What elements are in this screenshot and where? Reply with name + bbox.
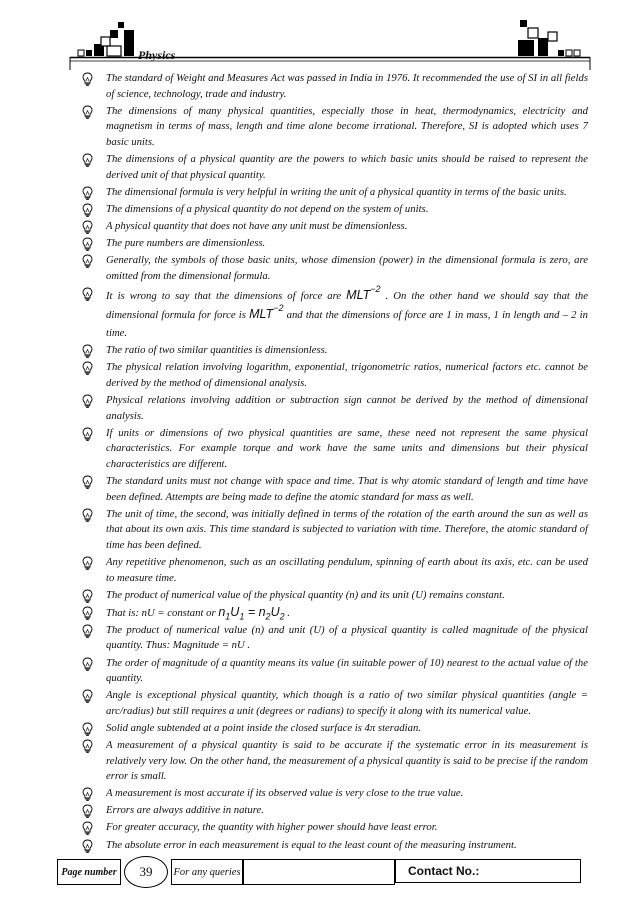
page-footer: [57, 856, 582, 886]
list-item: Errors are always additive in nature.: [82, 803, 588, 819]
bulb-icon: [82, 237, 93, 251]
contact-label: Contact No.:: [395, 859, 581, 883]
list-item: The dimensions of many physical quantities, especially those in heat, thermodynamics, electricity and magnetism in terms of mass, length and time alone become irrational. Therefore, SI is adopted which uses 7 basic units.: [82, 104, 588, 151]
list-item: A physical quantity that does not have any unit must be dimensionless.: [82, 219, 588, 235]
bulb-icon: [82, 839, 93, 853]
list-item: Solid angle subtended at a point inside the closed surface is 4π steradian.: [82, 721, 588, 737]
list-item: The order of magnitude of a quantity means its value (in suitable power of 10) nearest to the actual value of the quantity.: [82, 656, 588, 687]
bulb-icon: [82, 624, 93, 638]
list-item: A measurement is most accurate if its observed value is very close to the true value.: [82, 786, 588, 802]
bulb-icon: [82, 344, 93, 358]
bulb-icon: [82, 153, 93, 167]
bulb-icon: [82, 203, 93, 217]
bulb-icon: [82, 804, 93, 818]
bulb-icon: [82, 361, 93, 375]
bulb-icon: [82, 739, 93, 753]
list-item: If units or dimensions of two physical quantities are same, these need not represent the same physical characteristics. For example torque and work have the same units and dimensions but their physical characteristics are different.: [82, 426, 588, 473]
bulb-icon: [82, 287, 93, 301]
list-item: Any repetitive phenomenon, such as an oscillating pendulum, spinning of earth about its axis, etc. can be used to measure time.: [82, 555, 588, 586]
bulb-icon: [82, 657, 93, 671]
list-item-force-dimensions: It is wrong to say that the dimensions of force are $MLT^{-2}$ . On the other hand we should say that the dimensional formula for force is $MLT^{-2}$ and that the dimensions of force are 1 in mass, 1 in length and – 2 in time.: [82, 286, 588, 342]
page-number: 39: [124, 856, 168, 888]
list-item: The dimensional formula is very helpful in writing the unit of a physical quantity in terms of the basic units.: [82, 185, 588, 201]
bulb-icon: [82, 254, 93, 268]
list-item: Generally, the symbols of those basic units, whose dimension (power) in the dimensional formula is zero, are omitted from the dimensional formula.: [82, 253, 588, 284]
queries-label: For any queries: [171, 859, 243, 885]
list-item: A measurement of a physical quantity is said to be accurate if the systematic error in its measurement is relatively very low. On the other hand, the measurement of a physical quantity is said to be precise if the random error is small.: [82, 738, 588, 785]
list-item: Physical relations involving addition or subtraction sign cannot be derived by the method of dimensional analysis.: [82, 393, 588, 424]
bulb-icon: [82, 606, 93, 620]
bulb-icon: [82, 394, 93, 408]
list-item: The product of numerical value (n) and unit (U) of a physical quantity is called magnitude of the physical quantity. Thus: Magnitude = nU .: [82, 623, 588, 654]
list-item: The standard of Weight and Measures Act was passed in India in 1976. It recommended the use of SI in all fields of science, technology, trade and industry.: [82, 71, 588, 102]
bulb-icon: [82, 787, 93, 801]
list-item: The dimensions of a physical quantity do not depend on the system of units.: [82, 202, 588, 218]
list-item-nu-constant: That is: nU = constant or $n_1U_1 = n_2U_2$ .: [82, 605, 588, 622]
list-item: The unit of time, the second, was initially defined in terms of the rotation of the earth around the sun as well as that about its own axis. This time standard is subjected to variation with time. Therefore, the atomic standard of time has been defined.: [82, 507, 588, 554]
bullet-list: [82, 71, 588, 855]
bulb-icon: [82, 689, 93, 703]
list-item: The physical relation involving logarithm, exponential, trigonometric ratios, numerical factors etc. cannot be derived by the method of dimensional analysis.: [82, 360, 588, 391]
header-decoration: [0, 0, 638, 70]
list-item: The pure numbers are dimensionless.: [82, 236, 588, 252]
bulb-icon: [82, 722, 93, 736]
page-number-label: Page number: [57, 859, 121, 885]
list-item: Angle is exceptional physical quantity, which though is a ratio of two similar physical quantities (angle = arc/radius) but still requires a unit (degrees or radians) to specify it along with its numerical value.: [82, 688, 588, 719]
header-brand: Physics: [138, 48, 176, 62]
bulb-icon: [82, 556, 93, 570]
bulb-icon: [82, 427, 93, 441]
bulb-icon: [82, 475, 93, 489]
bulb-icon: [82, 821, 93, 835]
list-item: The standard units must not change with space and time. That is why atomic standard of length and time have been defined. Attempts are being made to define the atomic standard for mass as well.: [82, 474, 588, 505]
math-n1u1-n2u2: $n_1U_1 = n_2U_2$: [218, 604, 285, 622]
bulb-icon: [82, 72, 93, 86]
bulb-icon: [82, 220, 93, 234]
list-item: For greater accuracy, the quantity with higher power should have least error.: [82, 820, 588, 836]
queries-blank-box: [243, 859, 395, 885]
list-item: The absolute error in each measurement is equal to the least count of the measuring instrument.: [82, 838, 588, 854]
bulb-icon: [82, 105, 93, 119]
list-item: The product of numerical value of the physical quantity (n) and its unit (U) remains constant.: [82, 588, 588, 604]
bulb-icon: [82, 186, 93, 200]
bulb-icon: [82, 589, 93, 603]
page-header: [0, 0, 638, 70]
list-item: The dimensions of a physical quantity are the powers to which basic units should be raised to represent the derived unit of that physical quantity.: [82, 152, 588, 183]
bulb-icon: [82, 508, 93, 522]
math-mlt: $MLT^{-2}$: [346, 283, 381, 302]
list-item: The ratio of two similar quantities is dimensionless.: [82, 343, 588, 359]
math-mlt: $MLT^{-2}$: [249, 302, 284, 321]
